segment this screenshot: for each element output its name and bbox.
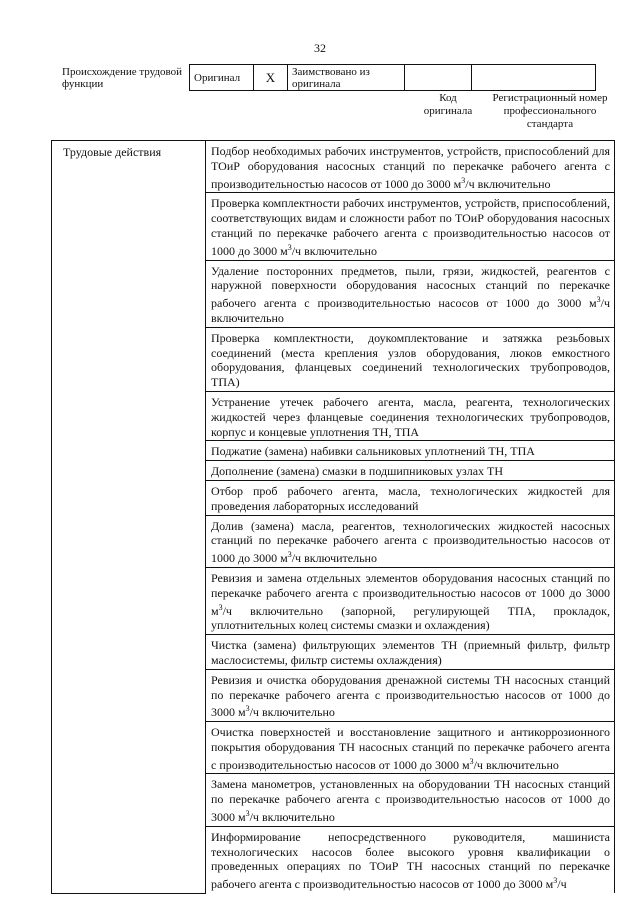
- registration-number-cell: [472, 65, 596, 91]
- unit-superscript: 3: [218, 602, 223, 612]
- labor-action-text: Подбор необходимых рабочих инструментов, устройств, приспособлений для ТОиР оборудования насосных станций по перекачке рабочего агента с производительностью насосов от 1000 до 3000 м: [211, 144, 610, 191]
- labor-action-tail: /ч включительно: [291, 243, 377, 258]
- labor-action-item: [206, 327, 615, 391]
- labor-action-tail: /ч: [557, 877, 567, 892]
- unit-superscript: 3: [245, 809, 250, 819]
- labor-action-item: [206, 391, 615, 440]
- labor-action-tail: /ч включительно (запорной, регулирующей ТПА, прокладок, уплотнительных колец системы смазки и охлаждения): [211, 603, 610, 633]
- labor-action-tail: /ч включительно: [211, 296, 610, 325]
- labor-action-text: Дополнение (замена) смазки в подшипниковых узлах ТН: [211, 464, 504, 479]
- unit-superscript: 3: [461, 175, 466, 185]
- labor-action-item: [206, 774, 615, 826]
- labor-action-tail: /ч включительно: [291, 551, 377, 566]
- labor-action-item: [206, 635, 615, 670]
- unit-superscript: 3: [596, 295, 601, 305]
- labor-action-text: Информирование непосредственного руководителя, машиниста технологических насосов более высокого уровня квалификации о проведенных операциях по ТОиР ТН насосных станций по перекачке рабочего агента с производительностью насосов от 1000 до 3000 м: [211, 829, 610, 892]
- labor-actions-table: [51, 140, 615, 894]
- labor-action-text: Отбор проб рабочего агента, масла, технологических жидкостей для проведения лабораторных исследований: [211, 483, 610, 513]
- table-row: [52, 141, 615, 193]
- labor-action-text: Устранение утечек рабочего агента, масла, реагента, технологических жидкостей через фланцевые соединения технологических трубопроводов, корпус и концевые уплотнения ТН, ТПА: [211, 394, 610, 439]
- labor-action-item: [206, 480, 615, 515]
- origin-label: Происхождение трудовой функции: [62, 66, 183, 90]
- labor-action-item: [206, 141, 615, 193]
- original-code-caption: Код оригинала: [423, 92, 473, 117]
- page-number: 32: [314, 41, 326, 55]
- registration-number-caption: Регистрационный номер профессионального стандарта: [492, 92, 608, 130]
- labor-action-tail: /ч включительно: [249, 705, 335, 720]
- labor-action-text: Проверка комплектности, доукомплектование и затяжка резьбовых соединений (места крепления узлов оборудования, люков емкостного оборудования, фланцевых соединений технологических трубопроводов, ТПА): [211, 330, 610, 390]
- labor-action-item: [206, 441, 615, 461]
- labor-action-item: [206, 515, 615, 567]
- original-label: Оригинал: [190, 65, 254, 91]
- labor-action-text: Чистка (замена) фильтрующих элементов ТН (приемный фильтр, фильтр маслосистемы, фильтр системы охлаждения): [211, 638, 610, 667]
- labor-action-item: [206, 722, 615, 774]
- labor-action-text: Ревизия и замена отдельных элементов оборудования насосных станций по перекачке рабочего агента с производительностью насосов от 1000 до 3000 м: [211, 570, 610, 618]
- borrowed-label: Заимствовано из оригинала: [288, 65, 405, 91]
- labor-action-tail: /ч включительно: [465, 176, 551, 191]
- labor-action-tail: /ч включительно: [249, 810, 335, 825]
- unit-superscript: 3: [287, 550, 292, 560]
- labor-action-item: [206, 461, 615, 481]
- origin-table: [189, 64, 596, 91]
- labor-action-text: Поджатие (замена) набивки сальниковых уплотнений ТН, ТПА: [211, 444, 535, 459]
- original-code-cell: [405, 65, 472, 91]
- original-mark: X: [254, 65, 288, 91]
- labor-action-item: [206, 193, 615, 260]
- unit-superscript: 3: [245, 704, 250, 714]
- labor-action-item: [206, 669, 615, 721]
- unit-superscript: 3: [553, 876, 558, 886]
- labor-action-item: [206, 567, 615, 634]
- unit-superscript: 3: [469, 756, 474, 766]
- unit-superscript: 3: [287, 242, 292, 252]
- labor-action-text: Удаление посторонних предметов, пыли, грязи, жидкостей, реагентов с наружной поверхности оборудования насосных станций по перекачке рабочего агента с производительностью насосов от 1000 до 3000 м: [211, 263, 610, 311]
- labor-action-text: Замена манометров, установленных на оборудовании ТН насосных станций по перекачке рабочего агента с производительностью насосов от 1000 до 3000 м: [211, 777, 610, 825]
- labor-action-tail: /ч включительно: [473, 757, 559, 772]
- labor-action-item: [206, 260, 615, 327]
- labor-action-item: [206, 826, 615, 893]
- labor-actions-heading: Трудовые действия: [52, 141, 206, 894]
- labor-action-text: Долив (замена) масла, реагентов, технологических жидкостей насосных станций по перекачке рабочего агента с производительностью насосов от 1000 до 3000 м: [211, 518, 610, 566]
- labor-action-text: Проверка комплектности рабочих инструментов, устройств, приспособлений, соответствующих видам и сложности работ по ТОиР оборудования насосных станций по перекачке рабочего агента с производительностью насосов от 1000 до 3000 м: [211, 196, 610, 258]
- labor-action-text: Ревизия и очистка оборудования дренажной системы ТН насосных станций по перекачке рабочего агента с производительностью насосов от 1000 до 3000 м: [211, 672, 610, 720]
- labor-action-text: Очистка поверхностей и восстановление защитного и антикоррозионного покрытия оборудования ТН насосных станций по перекачке рабочего агента с производительностью насосов от 1000 до 3000 м: [211, 725, 610, 772]
